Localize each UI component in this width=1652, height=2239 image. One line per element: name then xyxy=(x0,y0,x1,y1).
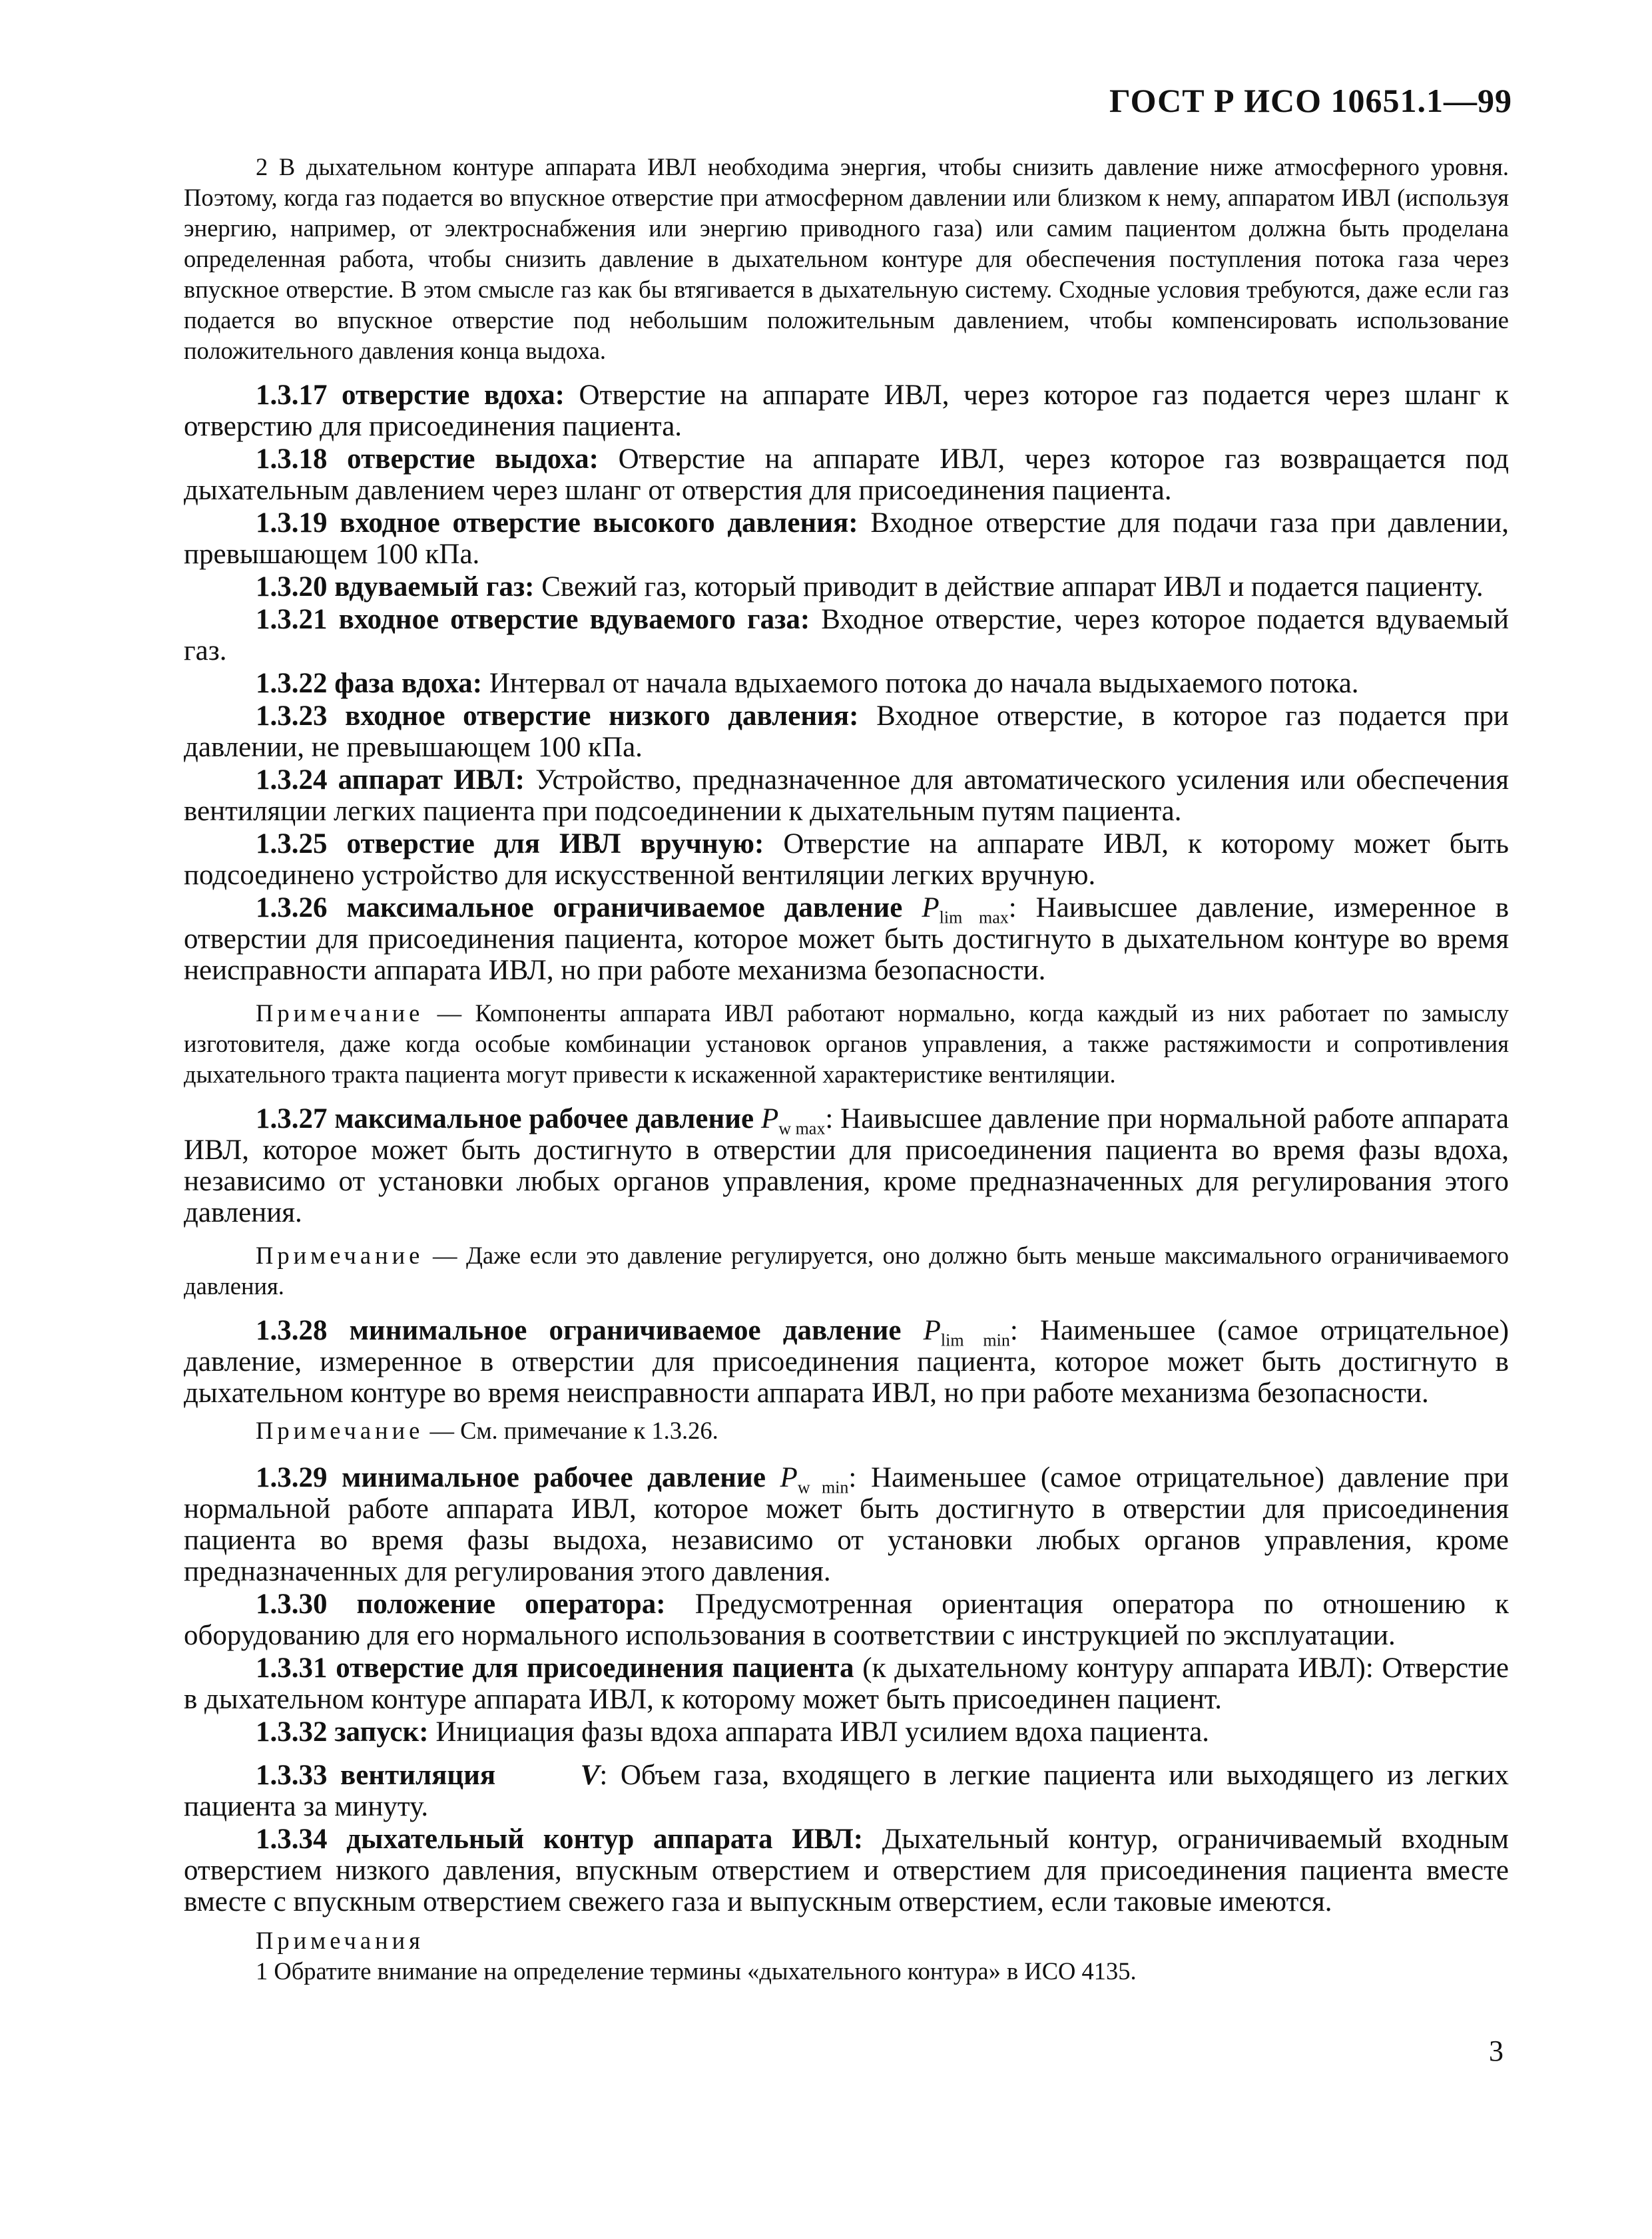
symbol-v-dot: ° V xyxy=(509,1760,600,1791)
definition-term: минимальное ограничиваемое давление xyxy=(349,1315,902,1346)
definition-1-3-34 xyxy=(184,1824,1509,1917)
definition-1-3-17 xyxy=(184,379,1509,442)
definition-text: Объем газа, входящего в легкие пациента или выходящего из легких пациента за минуту. xyxy=(184,1760,1509,1822)
symbol-subscript: w max xyxy=(778,1119,826,1138)
page-number: 3 xyxy=(1489,2035,1504,2067)
definition-text: Отверстие на аппарате ИВЛ, через которое газ подается через шланг к отверстию для присоединения пациента. xyxy=(184,379,1510,442)
definition-term: фаза вдоха: xyxy=(334,668,483,699)
definition-term: входное отверстие вдуваемого газа: xyxy=(338,604,810,635)
definition-number: 1.3.34 xyxy=(256,1824,328,1855)
definition-number: 1.3.21 xyxy=(256,604,328,635)
definition-term: дыхательный контур аппарата ИВЛ: xyxy=(346,1824,864,1855)
definition-1-3-24 xyxy=(184,764,1509,827)
definition-1-3-32 xyxy=(184,1716,1509,1748)
definition-term: аппарат ИВЛ: xyxy=(338,764,525,796)
definition-term: минимальное рабочее давление xyxy=(342,1462,766,1493)
definition-1-3-27: 1.3.27 максимальное рабочее давление $P_{w max}$: Наивысшее давление при нормальной работе аппарата ИВЛ, которое может быть достигнуто в отверстии для присоединения пациента во время фазы вдоха, независимо от установки любых органов управления, кроме предназначенных для регулирования этого давления. xyxy=(184,1103,1510,1228)
definition-number: 1.3.30 xyxy=(256,1589,328,1620)
symbol-subscript: w min xyxy=(797,1477,849,1497)
definition-1-3-18 xyxy=(184,443,1509,506)
definition-text: Наивысшее давление при нормальной работе аппарата ИВЛ, которое может быть достигнуто в отверстии для присоединения пациента во время фазы вдоха, независимо от установки любых органов управления, кроме предназначенных для регулирования этого давления. xyxy=(184,1103,1510,1228)
definition-term: входное отверстие низкого давления: xyxy=(345,700,859,732)
note-text: — Компоненты аппарата ИВЛ работают нормально, когда каждый из них работает по замыслу изготовителя, даже когда особые комбинации установок органов управления, а также растяжимости и сопротивления дыхательного тракта пациента могут привести к искаженной характеристике вентиляции. xyxy=(184,999,1509,1088)
note-text: — Даже если это давление регулируется, оно должно быть меньше максимального ограничиваемого давления. xyxy=(184,1242,1510,1300)
definition-number: 1.3.19 xyxy=(256,507,328,539)
definition-text: Наивысшее давление, измеренное в отверстии для присоединения пациента, которое может быть достигнуто в дыхательном контуре во время неисправности аппарата ИВЛ, но при работе механизма безопасности. xyxy=(184,892,1510,986)
definition-text: Предусмотренная ориентация оператора по отношению к оборудованию для его нормального использования в соответствии с инструкцией по эксплуатации. xyxy=(184,1589,1510,1651)
definition-text: Устройство, предназначенное для автоматического усиления или обеспечения вентиляции легких пациента при подсоединении к дыхательным путям пациента. xyxy=(184,764,1510,827)
definition-text: Инициация фазы вдоха аппарата ИВЛ усилием вдоха пациента. xyxy=(435,1716,1210,1748)
note-label: Примечание xyxy=(256,1417,424,1444)
definition-number: 1.3.24 xyxy=(256,764,328,796)
definition-number: 1.3.18 xyxy=(256,443,328,475)
definition-term: отверстие выдоха: xyxy=(347,443,599,475)
note-1-3-26 xyxy=(184,998,1509,1090)
definition-text: Входное отверстие, через которое подается вдуваемый газ. xyxy=(184,604,1509,666)
definition-1-3-26: 1.3.26 максимальное ограничиваемое давление $P_{lim max}$: Наивысшее давление, измеренное в отверстии для присоединения пациента, которое может быть достигнуто в дыхательном контуре во время неисправности аппарата ИВЛ, но при работе механизма безопасности. xyxy=(184,892,1510,986)
symbol-p: P xyxy=(760,1103,779,1134)
definition-1-3-30 xyxy=(184,1589,1509,1651)
definition-text: (к дыхательному контуру аппарата ИВЛ): Отверстие в дыхательном контуре аппарата ИВЛ, к которому может быть присоединен пациент. xyxy=(184,1652,1509,1715)
definition-1-3-19 xyxy=(184,507,1509,570)
note-label: Примечание xyxy=(256,1242,424,1269)
definition-term: запуск: xyxy=(334,1716,429,1748)
definition-text: Наименьшее (самое отрицательное) давление, измеренное в отверстии для присоединения пациента, которое может быть достигнуто в дыхательном контуре во время неисправности аппарата ИВЛ, но при работе механизма безопасности. xyxy=(184,1315,1510,1409)
definition-1-3-23 xyxy=(184,700,1509,763)
definition-term: положение оператора: xyxy=(356,1589,666,1620)
symbol-p: P xyxy=(922,892,940,923)
definition-text: Наименьшее (самое отрицательное) давление при нормальной работе аппарата ИВЛ, которое может быть достигнуто в отверстии для присоединения пациента во время фазы выдоха, независимо от установки любых органов управления, кроме предназначенных для регулирования этого давления. xyxy=(184,1462,1510,1587)
notes-label: Примечания xyxy=(256,1927,424,1954)
definition-text: Интервал от начала вдыхаемого потока до начала выдыхаемого потока. xyxy=(489,668,1359,699)
definition-term: входное отверстие высокого давления: xyxy=(340,507,858,539)
definition-1-3-33: 1.3.33 вентиляция ° V: Объем газа, входящего в легкие пациента или выходящего из легких пациента за минуту. xyxy=(184,1760,1509,1822)
definition-text: Отверстие на аппарате ИВЛ, через которое газ возвращается под дыхательным давлением через шланг от отверстия для присоединения пациента. xyxy=(184,443,1509,506)
definition-text: Входное отверстие, в которое газ подается при давлении, не превышающем 100 кПа. xyxy=(184,700,1510,763)
definition-1-3-22 xyxy=(184,668,1509,699)
definition-number: 1.3.20 xyxy=(256,571,328,603)
intro-note: 2 В дыхательном контуре аппарата ИВЛ необходима энергия, чтобы снизить давление ниже атмосферного уровня. Поэтому, когда газ подается во впускное отверстие при атмосферном давлении или близком к нему, аппаратом ИВЛ (используя энергию, например, от электроснабжения или энергию приводного газа) или самим пациентом должна быть проделана определенная работа, чтобы снизить давление в дыхательном контуре для обеспечения поступления потока газа через впускное отверстие. В этом смысле газ как бы втягивается в дыхательную систему. Сходные условия требуются, даже если газ подается во впускное отверстие под небольшим положительным давлением, чтобы компенсировать использование положительного давления конца выдоха. xyxy=(184,153,1509,364)
definition-number: 1.3.29 xyxy=(256,1462,328,1493)
definition-number: 1.3.33 xyxy=(256,1760,328,1791)
definition-number: 1.3.31 xyxy=(256,1652,328,1684)
definition-term: отверстие вдоха: xyxy=(342,379,565,411)
definition-term: отверстие для присоединения пациента xyxy=(336,1652,854,1684)
definition-1-3-21 xyxy=(184,604,1509,666)
page-body xyxy=(184,152,1509,1987)
symbol-p: P xyxy=(923,1315,941,1346)
definition-1-3-31 xyxy=(184,1652,1509,1715)
note-1-3-27 xyxy=(184,1240,1509,1302)
definition-number: 1.3.26 xyxy=(256,892,328,923)
definition-1-3-20 xyxy=(184,571,1509,603)
definition-term: вентиляция xyxy=(340,1760,496,1791)
definition-number: 1.3.27 xyxy=(256,1103,328,1134)
definition-1-3-28: 1.3.28 минимальное ограничиваемое давление $P_{lim min}$: Наименьшее (самое отрицательное) давление, измеренное в отверстии для присоединения пациента, которое может быть достигнуто в дыхательном контуре во время неисправности аппарата ИВЛ, но при работе механизма безопасности. xyxy=(184,1315,1510,1409)
definition-number: 1.3.22 xyxy=(256,668,328,699)
definition-term: максимальное рабочее давление xyxy=(334,1103,754,1134)
definition-number: 1.3.32 xyxy=(256,1716,328,1748)
definition-text: Свежий газ, который приводит в действие аппарат ИВЛ и подается пациенту. xyxy=(541,571,1484,603)
definition-term: максимальное ограничиваемое давление xyxy=(346,892,903,923)
definition-1-3-25 xyxy=(184,828,1509,891)
definition-number: 1.3.23 xyxy=(256,700,328,732)
definition-number: 1.3.25 xyxy=(256,828,328,860)
note-label: Примечание xyxy=(256,999,424,1027)
definition-1-3-29: 1.3.29 минимальное рабочее давление $P_{w min}$: Наименьшее (самое отрицательное) давление при нормальной работе аппарата ИВЛ, которое может быть достигнуто в отверстии для присоединения пациента во время фазы выдоха, независимо от установки любых органов управления, кроме предназначенных для регулирования этого давления. xyxy=(184,1462,1510,1587)
definition-text: Дыхательный контур, ограничиваемый входным отверстием низкого давления, впускным отверстием и отверстием для присоединения пациента вместе вместе с впускным отверстием свежего газа и выпускным отверстием, если таковые имеются. xyxy=(184,1824,1510,1917)
definition-text: Входное отверстие для подачи газа при давлении, превышающем 100 кПа. xyxy=(184,507,1510,570)
definition-term: вдуваемый газ: xyxy=(334,571,535,603)
definition-number: 1.3.17 xyxy=(256,379,328,411)
definition-text: Отверстие на аппарате ИВЛ, к которому может быть подсоединено устройство для искусственной вентиляции легких вручную. xyxy=(184,828,1509,891)
definition-term: отверстие для ИВЛ вручную: xyxy=(346,828,764,860)
definition-number: 1.3.28 xyxy=(256,1315,328,1346)
notes-item-1: 1 Обратите внимание на определение термины «дыхательного контура» в ИСО 4135. xyxy=(256,1957,1137,1985)
symbol-p: P xyxy=(780,1462,798,1493)
symbol-subscript: lim min xyxy=(940,1330,1010,1350)
note-1-3-28 xyxy=(184,1415,1509,1446)
notes-heading xyxy=(184,1925,1509,1956)
symbol-subscript: lim max xyxy=(939,907,1009,927)
note-text: — См. примечание к 1.3.26. xyxy=(429,1417,718,1444)
document-code: ГОСТ Р ИСО 10651.1—99 xyxy=(1109,82,1512,119)
